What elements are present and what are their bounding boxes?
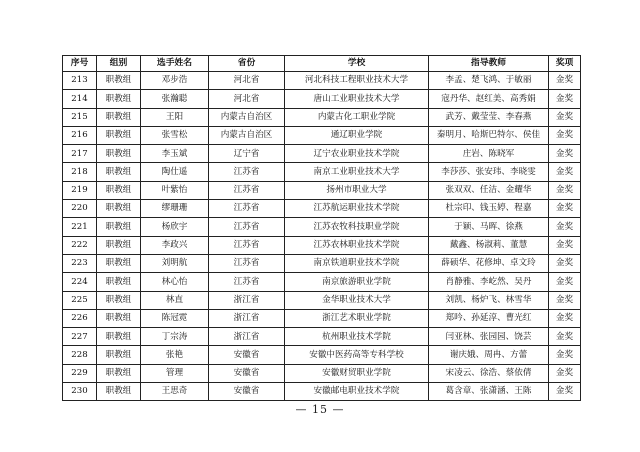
cell-award: 金奖 (549, 108, 581, 126)
cell-province: 内蒙古自治区 (209, 108, 285, 126)
page-number: — 15 — (295, 403, 345, 416)
cell-award: 金奖 (549, 328, 581, 346)
cell-province: 江苏省 (209, 163, 285, 181)
cell-contestant: 王思奇 (141, 383, 209, 401)
cell-province: 江苏省 (209, 200, 285, 218)
table-row (63, 236, 581, 254)
cell-school: 安徽财贸职业学院 (285, 364, 429, 382)
cell-index: 218 (63, 163, 97, 181)
cell-school: 南京铁道职业技术学院 (285, 254, 429, 272)
cell-contestant: 杨欣宇 (141, 218, 209, 236)
cell-province: 河北省 (209, 90, 285, 108)
cell-award: 金奖 (549, 126, 581, 144)
cell-province: 河北省 (209, 72, 285, 90)
table-header (63, 56, 581, 72)
cell-award: 金奖 (549, 90, 581, 108)
table-row (63, 254, 581, 272)
cell-advisors: 肖静雅、李屹然、吴丹 (429, 273, 549, 291)
cell-award: 金奖 (549, 181, 581, 199)
cell-index: 229 (63, 364, 97, 382)
cell-contestant: 陈冠霓 (141, 309, 209, 327)
cell-contestant: 丁宗涛 (141, 328, 209, 346)
cell-group: 职教组 (97, 328, 141, 346)
cell-contestant: 林心怡 (141, 273, 209, 291)
table-body (63, 72, 581, 401)
cell-school: 内蒙古化工职业学院 (285, 108, 429, 126)
table-row (63, 309, 581, 327)
table-row (63, 346, 581, 364)
cell-school: 扬州市职业大学 (285, 181, 429, 199)
cell-award: 金奖 (549, 72, 581, 90)
cell-contestant: 王阳 (141, 108, 209, 126)
cell-school: 江苏航运职业技术学院 (285, 200, 429, 218)
cell-group: 职教组 (97, 218, 141, 236)
cell-advisors: 李孟、楚飞鸿、于敏丽 (429, 72, 549, 90)
cell-group: 职教组 (97, 200, 141, 218)
header-row (63, 56, 581, 72)
cell-province: 浙江省 (209, 309, 285, 327)
cell-advisors: 秦明月、哈斯巴特尔、侯佳 (429, 126, 549, 144)
cell-index: 222 (63, 236, 97, 254)
header-award: 奖项 (549, 56, 581, 72)
table-row (63, 218, 581, 236)
cell-group: 职教组 (97, 383, 141, 401)
cell-contestant: 刘明航 (141, 254, 209, 272)
cell-province: 江苏省 (209, 181, 285, 199)
cell-contestant: 叶紫怡 (141, 181, 209, 199)
table-row (63, 291, 581, 309)
cell-contestant: 缪珊珊 (141, 200, 209, 218)
cell-index: 215 (63, 108, 97, 126)
cell-school: 河北科技工程职业技术大学 (285, 72, 429, 90)
cell-contestant: 张瀚聪 (141, 90, 209, 108)
cell-school: 杭州职业技术学院 (285, 328, 429, 346)
cell-advisors: 宋凌云、徐浩、蔡依倩 (429, 364, 549, 382)
cell-award: 金奖 (549, 200, 581, 218)
table-row (63, 383, 581, 401)
cell-group: 职教组 (97, 90, 141, 108)
cell-group: 职教组 (97, 254, 141, 272)
cell-index: 216 (63, 126, 97, 144)
header-advisors: 指导教师 (429, 56, 549, 72)
cell-contestant: 邓步浩 (141, 72, 209, 90)
cell-advisors: 郑吟、孙延淳、曹光红 (429, 309, 549, 327)
cell-province: 辽宁省 (209, 145, 285, 163)
cell-index: 221 (63, 218, 97, 236)
cell-school: 安徽邮电职业技术学院 (285, 383, 429, 401)
cell-index: 220 (63, 200, 97, 218)
cell-contestant: 管理 (141, 364, 209, 382)
cell-advisors: 闫亚林、张园园、饶芸 (429, 328, 549, 346)
cell-province: 江苏省 (209, 218, 285, 236)
cell-group: 职教组 (97, 309, 141, 327)
table-row (63, 126, 581, 144)
cell-index: 213 (63, 72, 97, 90)
cell-index: 226 (63, 309, 97, 327)
cell-advisors: 刘凯、杨炉飞、林雪华 (429, 291, 549, 309)
cell-province: 安徽省 (209, 383, 285, 401)
cell-award: 金奖 (549, 346, 581, 364)
table-row (63, 145, 581, 163)
cell-index: 230 (63, 383, 97, 401)
cell-group: 职教组 (97, 126, 141, 144)
cell-school: 江苏农林职业技术学院 (285, 236, 429, 254)
cell-award: 金奖 (549, 236, 581, 254)
cell-award: 金奖 (549, 163, 581, 181)
header-index: 序号 (63, 56, 97, 72)
cell-school: 江苏农牧科技职业学院 (285, 218, 429, 236)
cell-contestant: 李政兴 (141, 236, 209, 254)
cell-award: 金奖 (549, 218, 581, 236)
cell-group: 职教组 (97, 145, 141, 163)
cell-index: 219 (63, 181, 97, 199)
cell-school: 通辽职业学院 (285, 126, 429, 144)
cell-contestant: 张雪松 (141, 126, 209, 144)
table-row (63, 163, 581, 181)
cell-award: 金奖 (549, 383, 581, 401)
header-contestant: 选手姓名 (141, 56, 209, 72)
cell-index: 223 (63, 254, 97, 272)
cell-contestant: 陶仕遥 (141, 163, 209, 181)
cell-province: 江苏省 (209, 273, 285, 291)
table-row (63, 273, 581, 291)
cell-award: 金奖 (549, 291, 581, 309)
header-group: 组别 (97, 56, 141, 72)
cell-advisors: 庄岩、陈晓军 (429, 145, 549, 163)
cell-school: 唐山工业职业技术大学 (285, 90, 429, 108)
cell-province: 江苏省 (209, 254, 285, 272)
cell-school: 浙江艺术职业学院 (285, 309, 429, 327)
cell-advisors: 戴鑫、杨淑莉、董慧 (429, 236, 549, 254)
cell-advisors: 谢庆娥、周冉、方蕾 (429, 346, 549, 364)
cell-index: 217 (63, 145, 97, 163)
cell-group: 职教组 (97, 72, 141, 90)
cell-province: 浙江省 (209, 291, 285, 309)
table-row (63, 90, 581, 108)
cell-index: 228 (63, 346, 97, 364)
table-row (63, 72, 581, 90)
cell-advisors: 于颖、马晖、徐燕 (429, 218, 549, 236)
header-province: 省份 (209, 56, 285, 72)
cell-school: 辽宁农业职业技术学院 (285, 145, 429, 163)
cell-index: 225 (63, 291, 97, 309)
cell-index: 227 (63, 328, 97, 346)
cell-award: 金奖 (549, 364, 581, 382)
cell-province: 安徽省 (209, 364, 285, 382)
cell-contestant: 李玉斌 (141, 145, 209, 163)
table-row (63, 200, 581, 218)
table-row (63, 181, 581, 199)
table-row (63, 328, 581, 346)
table-row (63, 364, 581, 382)
cell-group: 职教组 (97, 108, 141, 126)
cell-advisors: 寇丹华、赵红美、高秀娟 (429, 90, 549, 108)
cell-award: 金奖 (549, 273, 581, 291)
cell-contestant: 林直 (141, 291, 209, 309)
cell-advisors: 薛硕华、花修坤、卓文玲 (429, 254, 549, 272)
cell-province: 江苏省 (209, 236, 285, 254)
cell-contestant: 张艳 (141, 346, 209, 364)
header-school: 学校 (285, 56, 429, 72)
cell-award: 金奖 (549, 254, 581, 272)
cell-advisors: 武芳、戴莹莹、李春燕 (429, 108, 549, 126)
cell-school: 南京旅游职业学院 (285, 273, 429, 291)
cell-award: 金奖 (549, 309, 581, 327)
cell-index: 224 (63, 273, 97, 291)
cell-school: 南京工业职业技术大学 (285, 163, 429, 181)
cell-group: 职教组 (97, 364, 141, 382)
cell-group: 职教组 (97, 273, 141, 291)
cell-school: 金华职业技术大学 (285, 291, 429, 309)
cell-group: 职教组 (97, 291, 141, 309)
table-row (63, 108, 581, 126)
cell-province: 安徽省 (209, 346, 285, 364)
cell-award: 金奖 (549, 145, 581, 163)
cell-province: 内蒙古自治区 (209, 126, 285, 144)
cell-group: 职教组 (97, 181, 141, 199)
cell-advisors: 李莎莎、张安玮、李晓雯 (429, 163, 549, 181)
cell-school: 安徽中医药高等专科学校 (285, 346, 429, 364)
cell-group: 职教组 (97, 346, 141, 364)
cell-advisors: 杜宗印、钱玉婷、程嘉 (429, 200, 549, 218)
cell-advisors: 葛含章、张潇涵、王陈 (429, 383, 549, 401)
cell-province: 浙江省 (209, 328, 285, 346)
cell-index: 214 (63, 90, 97, 108)
cell-group: 职教组 (97, 236, 141, 254)
cell-group: 职教组 (97, 163, 141, 181)
awards-table (62, 55, 581, 401)
cell-advisors: 张双双、任洁、金耀华 (429, 181, 549, 199)
